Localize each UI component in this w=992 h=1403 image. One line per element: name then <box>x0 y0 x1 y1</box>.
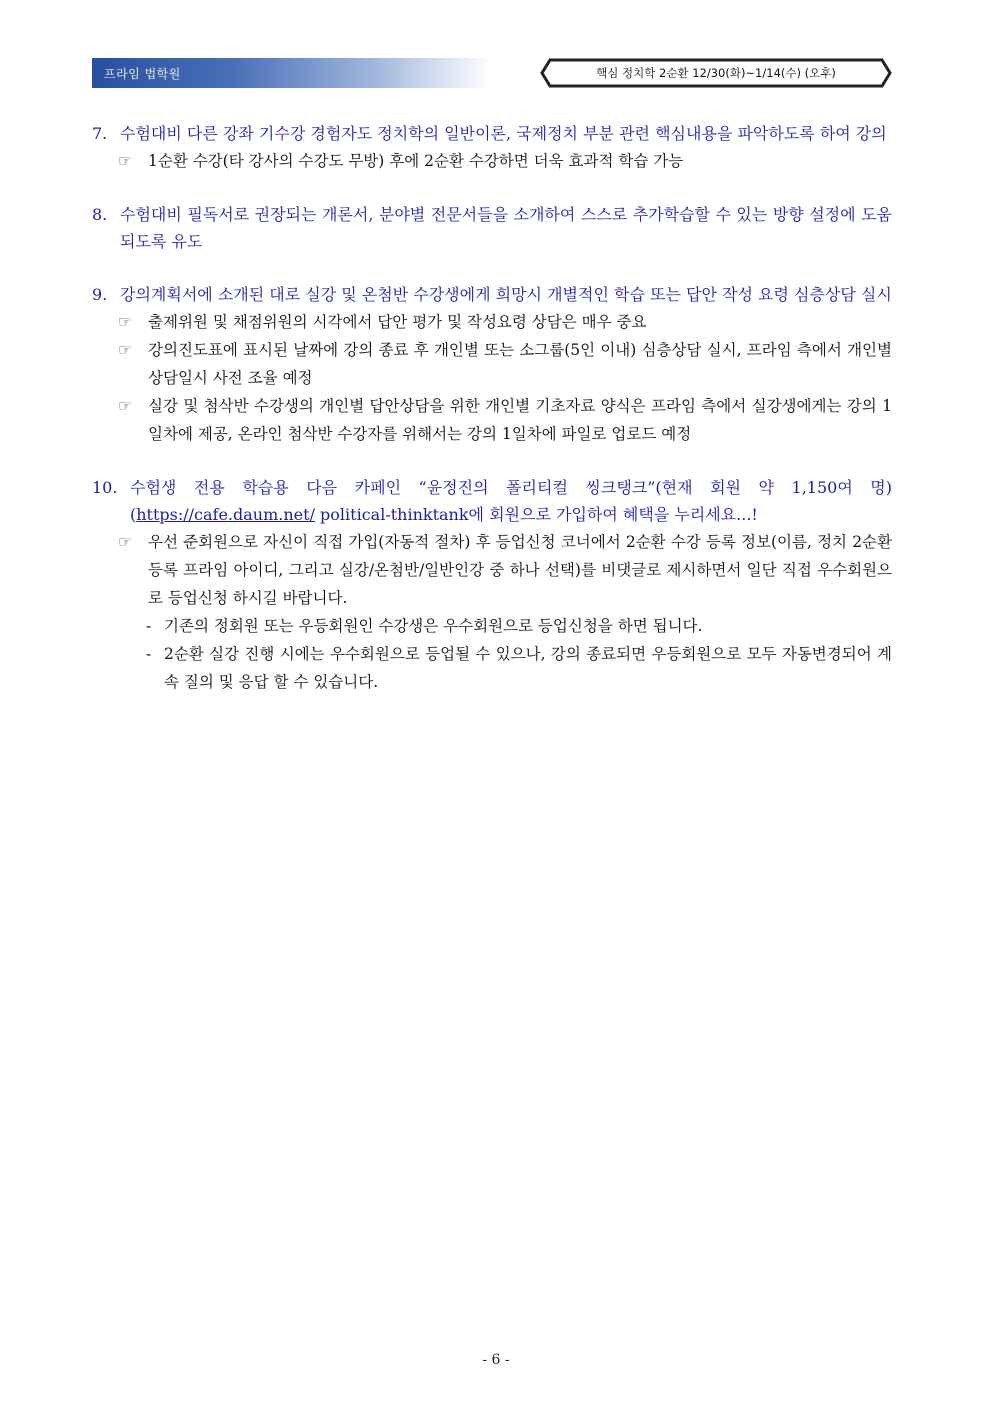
pointing-hand-icon: ☞ <box>118 533 132 551</box>
cafe-link[interactable]: https://cafe.daum.net/ <box>136 505 315 524</box>
section-heading: 9. 강의계획서에 소개된 대로 실강 및 온첨반 수강생에게 희망시 개별적인 학습 또는 답안 작성 요령 심층상담 실시 <box>92 285 892 304</box>
brand-banner <box>92 58 492 88</box>
bullet-item: ☞ 우선 준회원으로 자신이 직접 가입(자동적 절차) 후 등업신청 코너에서 2순환 수강 등록 정보(이름, 정치 2순환 등록 프라임 아이디, 그리고 실강/온첨반/일반인강 중 하나 선택)를 비댓글로 제시하면서 일단 직접 우수회원으로 등업신청 하시길 바랍니다. <box>92 528 892 612</box>
section-heading: 8. 수험대비 필독서로 권장되는 개론서, 분야별 전문서들을 소개하여 스스로 추가학습할 수 있는 방향 설정에 도움되도록 유도 <box>92 205 892 251</box>
section-10 <box>92 474 892 696</box>
pointing-hand-icon: ☞ <box>118 397 132 415</box>
document-body <box>92 120 892 722</box>
bullet-item: ☞ 강의진도표에 표시된 날짜에 강의 종료 후 개인별 또는 소그룹(5인 이내) 심층상담 실시, 프라임 측에서 개인별 상담일시 사전 조율 예정 <box>92 336 892 392</box>
course-title: 핵심 정치학 2순환 12/30(화)~1/14(수) (오후) <box>596 66 836 80</box>
page-number: - 6 - <box>482 1352 510 1368</box>
section-9 <box>92 281 892 448</box>
course-tag <box>540 58 892 88</box>
pointing-hand-icon: ☞ <box>118 341 132 359</box>
dash-item: - 기존의 정회원 또는 우등회원인 수강생은 우수회원으로 등업신청을 하면 됩니다. <box>146 617 703 635</box>
pointing-hand-icon: ☞ <box>118 152 132 170</box>
section-heading: 10. 수험생 전용 학습용 다음 카페인 “윤정진의 폴리티컬 씽크탱크”(현재 회원 약 1,150여 명) (https://cafe.daum.net/ political-thinktank에 회원으로 가입하여 혜택을 누리세요...! <box>92 478 892 524</box>
brand-name: 프라임 법학원 <box>104 67 181 81</box>
dash-item: - 2순환 실강 진행 시에는 우수회원으로 등업될 수 있으나, 강의 종료되면 우등회원으로 모두 자동변경되어 계속 질의 및 응답 할 수 있습니다. <box>146 645 892 691</box>
section-8 <box>92 201 892 255</box>
section-heading: 7. 수험대비 다른 강좌 기수강 경험자도 정치학의 일반이론, 국제정치 부분 관련 핵심내용을 파악하도록 하여 강의 <box>92 124 887 143</box>
bullet-item: ☞ 출제위원 및 채점위원의 시각에서 답안 평가 및 작성요령 상담은 매우 중요 <box>92 308 892 336</box>
section-7 <box>92 120 892 175</box>
page-header <box>92 58 892 88</box>
bullet-item: ☞ 실강 및 첨삭반 수강생의 개인별 답안상담을 위한 개인별 기초자료 양식은 프라임 측에서 실강생에게는 강의 1일차에 제공, 온라인 첨삭반 수강자를 위해서는 강의 1일차에 파일로 업로드 예정 <box>92 392 892 448</box>
bullet-item: ☞ 1순환 수강(타 강사의 수강도 무방) 후에 2순환 수강하면 더욱 효과적 학습 가능 <box>92 147 892 175</box>
pointing-hand-icon: ☞ <box>118 313 132 331</box>
